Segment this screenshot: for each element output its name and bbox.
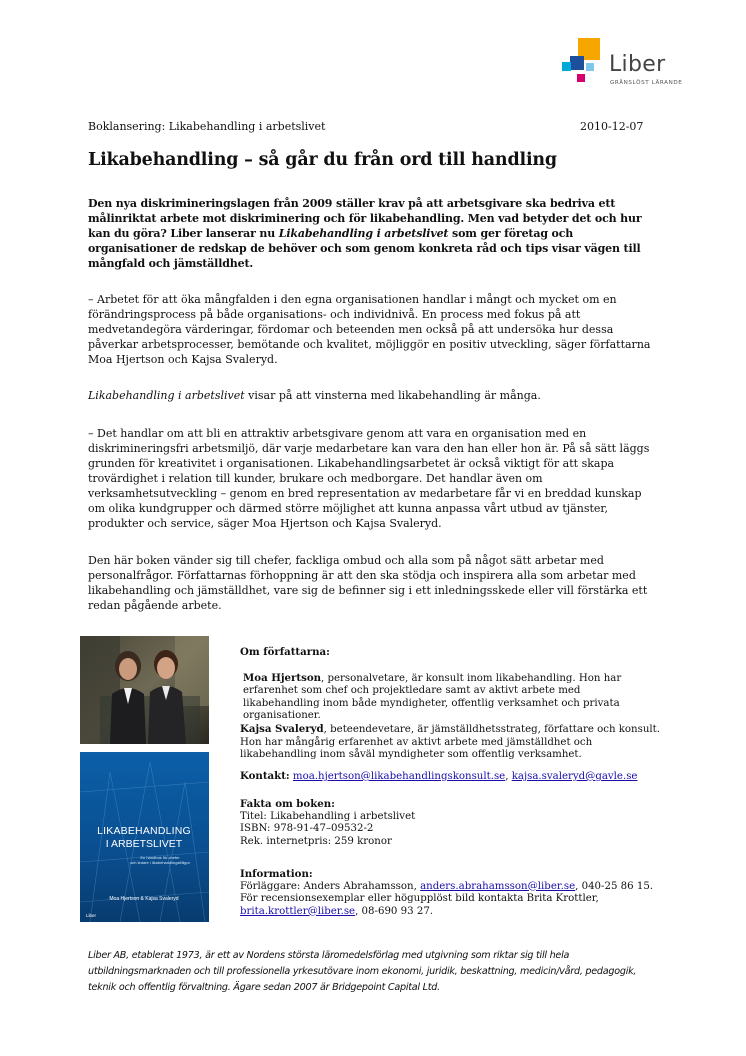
company-footer: Liber AB, etablerat 1973, är ett av Nordens största läromedelsförlag med utgivning som riktar sig till hela utbildningsmarknaden och till professionella yrkesutövare inom ekonomi, juridik, beskattning, medicin/vård, pedagogik, teknik och offentlig förvaltning. Ägare sedan 2007 är Bridgepoint Capital Ltd. xyxy=(88,950,637,993)
author-kajsa xyxy=(240,723,660,762)
body-paragraph-1: – Arbetet för att öka mångfalden i den egna organisationen handlar i mångt och mycket om en förändringsprocess på både organisations- och individnivå. En process med fokus på att medvetandegöra värderingar, fördomar och beteenden men också på att undersöka hur dessa påverkar arbetsprocesser, bemötande och kvalitet, möjliggör en positiv utveckling, säger författarna Moa Hjertson och Kajsa Svaleryd. xyxy=(88,293,651,366)
cover-title-line-2: I ARBETSLIVET xyxy=(105,838,183,850)
release-date: 2010-12-07 xyxy=(580,120,644,133)
author-moa-text: , personalvetare, är konsult inom likabehandling. Hon har erfarenhet som chef och projektledare samt av aktivt arbete med likabehandling inom både myndigheter, offentlig verksamhet och privata organisationer. xyxy=(243,672,622,722)
lead-paragraph xyxy=(88,196,660,271)
logo-square-cyan xyxy=(562,62,571,71)
cover-subtitle-line-2: och ledare i likabehandlingsfrågor xyxy=(130,860,190,865)
publisher-phone: , 040-25 86 15. xyxy=(575,880,654,892)
liber-logo xyxy=(558,38,698,94)
review-contact-line xyxy=(240,906,660,919)
logo-tagline: GRÄNSLÖST LÄRANDE xyxy=(610,80,683,86)
publisher-prefix: Förläggare: Anders Abrahamsson, xyxy=(240,880,421,892)
logo-square-blue xyxy=(570,56,584,70)
contact-line xyxy=(240,770,660,784)
contact-label: Kontakt: xyxy=(240,770,290,782)
body-paragraph-3: – Det handlar om att bli en attraktiv arbetsgivare genom att vara en organisation med en diskrimineringsfri arbetsmiljö, där varje medarbetare kan vara den han eller hon är. På så sätt läggs grunden för kreativitet i organisationen. Likabehandlingsarbetet är också viktigt för att skapa trovärdighet i relation till kunder, brukare och medborgare. Det handlar även om verksamhetsutveckling – genom en bred representation av medarbetare får vi en breddad kunskap om olika kundgrupper och därmed större möjlighet att kunna anpassa vårt utbud av tjänster, produkter och service, säger Moa Hjertson och Kajsa Svaleryd. xyxy=(88,427,650,530)
review-phone: , 08-690 93 27. xyxy=(355,905,434,917)
review-line: För recensionsexemplar eller högupplöst bild kontakta Brita Krottler, xyxy=(240,893,599,905)
review-email[interactable]: brita.krottler@liber.se xyxy=(240,905,356,917)
lead-text-1: Den nya diskrimineringslagen från 2009 ställer krav på att arbetsgivare ska bedriva ett målinriktat arbete mot diskriminering och för likabehandling. Men vad betyder det och hur kan du göra? Liber lanserar nu xyxy=(88,197,642,240)
body-paragraph-2 xyxy=(88,388,660,403)
author-kajsa-text: , beteendevetare, är jämställdhetsstrateg, författare och konsult. Hon har mångårig erfarenhet av aktivt arbete med jämställdhet och likabehandling inom såväl myndigheter som offentlig verksamhet. xyxy=(240,723,660,761)
authors-heading: Om författarna: xyxy=(240,646,330,658)
cover-authors: Moa Hjertson & Kajsa Svaleryd xyxy=(109,896,179,902)
lead-text-2: som ger företag och organisationer de redskap de behöver och som genom konkreta råd och tips visar vägen till mångfald och jämställdhet. xyxy=(88,227,641,270)
publisher-line xyxy=(240,881,660,894)
contact-separator: , xyxy=(505,771,512,782)
author-moa xyxy=(240,672,660,723)
cover-subtitle-line-1: En handbok för chefer xyxy=(140,855,180,860)
author-moa-name: Moa Hjertson xyxy=(243,671,322,684)
facts-title: Titel: Likabehandling i arbetslivet xyxy=(240,810,416,822)
release-label: Boklansering: Likabehandling i arbetslivet xyxy=(88,120,326,133)
cover-publisher: Liber xyxy=(86,913,97,918)
information-section xyxy=(240,868,660,918)
publisher-email[interactable]: anders.abrahamsson@liber.se xyxy=(420,880,576,892)
body-paragraph-4: Den här boken vänder sig till chefer, fackliga ombud och alla som på något sätt arbetar med personalfrågor. Författarnas förhoppning är att den ska stödja och inspirera alla som arbetar med likabehandling och jämställdhet, vare sig de befinner sig i ett inledningsskede eller vill förstärka ett redan pågående arbete. xyxy=(88,554,648,612)
book-title-italic: Likabehandling i arbetslivet xyxy=(88,389,245,402)
page-title: Likabehandling – så går du från ord till handling xyxy=(88,150,557,170)
book-facts xyxy=(240,798,660,848)
contact-email-moa[interactable]: moa.hjertson@likabehandlingskonsult.se xyxy=(292,771,506,782)
information-heading: Information: xyxy=(240,868,313,880)
body-paragraph-2-text: visar på att vinsterna med likabehandling är många. xyxy=(244,389,541,402)
authors-photo xyxy=(80,636,209,744)
cover-title-line-1: LIKABEHANDLING xyxy=(97,825,191,837)
facts-heading: Fakta om boken: xyxy=(240,798,335,810)
facts-isbn: ISBN: 978-91-47–09532-2 xyxy=(240,823,374,835)
facts-price: Rek. internetpris: 259 kronor xyxy=(240,835,392,847)
logo-wordmark: Liber xyxy=(609,52,666,77)
book-cover xyxy=(80,752,209,922)
author-kajsa-name: Kajsa Svaleryd xyxy=(240,722,324,735)
logo-square-magenta xyxy=(577,74,585,82)
logo-square-lightblue xyxy=(586,63,594,71)
authors-section xyxy=(240,646,660,762)
lead-book-title: Likabehandling i arbetslivet xyxy=(278,227,449,240)
contact-email-kajsa[interactable]: kajsa.svaleryd@gavle.se xyxy=(511,771,638,782)
